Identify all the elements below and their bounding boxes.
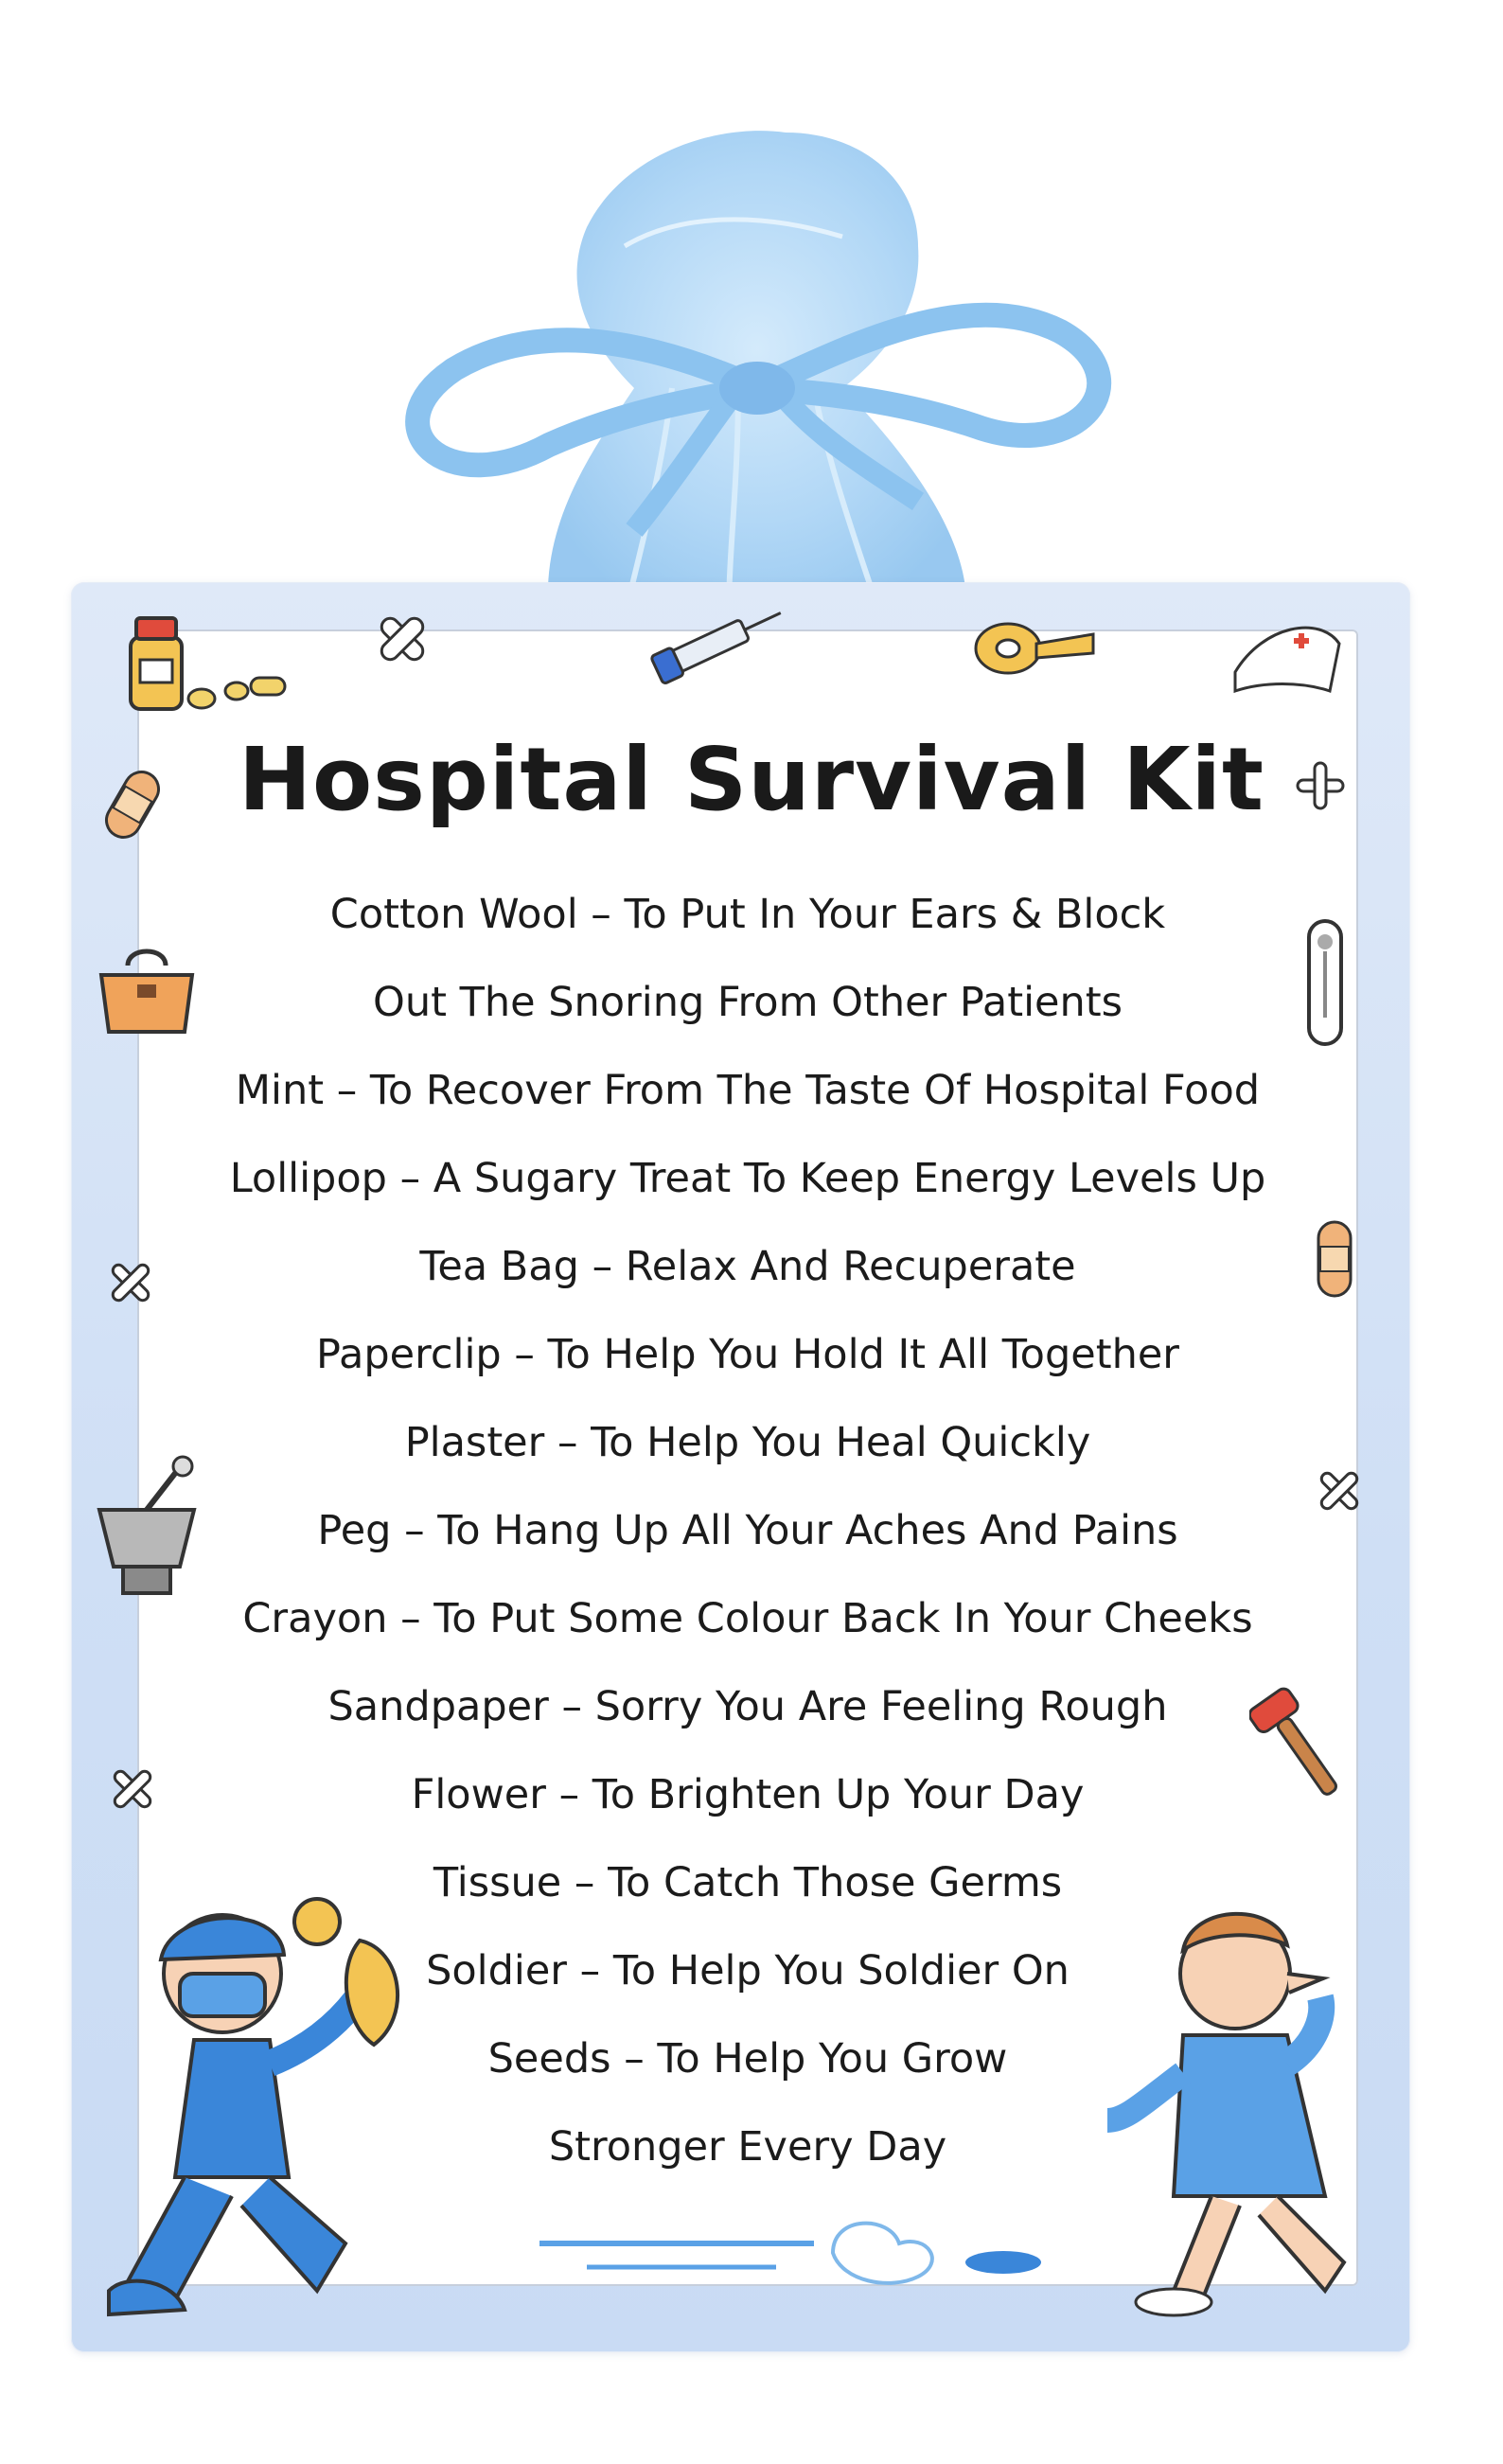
kit-item: Seeds – To Help You Grow <box>487 2035 1008 2083</box>
kit-item: Lollipop – A Sugary Treat To Keep Energy Levels Up <box>229 1155 1266 1202</box>
bandage-icon <box>104 1761 161 1817</box>
organza-bag-icon <box>312 104 1183 634</box>
kit-item-list <box>161 871 1335 2191</box>
kit-item: Tea Bag – Relax And Recuperate <box>419 1243 1076 1290</box>
pills-icon <box>185 663 289 719</box>
kit-item: Tissue – To Catch Those Germs <box>433 1859 1063 1906</box>
kit-item: Mint – To Recover From The Taste Of Hospital Food <box>235 1067 1261 1114</box>
bandage-icon <box>369 606 435 672</box>
kit-item: Out The Snoring From Other Patients <box>372 979 1123 1026</box>
kit-item: Stronger Every Day <box>548 2123 947 2171</box>
kit-item: Plaster – To Help You Heal Quickly <box>404 1419 1091 1466</box>
kit-item: Peg – To Hang Up All Your Aches And Pains <box>317 1507 1178 1554</box>
kit-item: Soldier – To Help You Soldier On <box>426 1947 1070 1994</box>
kit-item: Sandpaper – Sorry You Are Feeling Rough <box>327 1683 1168 1730</box>
card-title: Hospital Survival Kit <box>238 729 1265 830</box>
bandage-icon <box>102 1254 159 1311</box>
kit-item: Flower – To Brighten Up Your Day <box>411 1771 1085 1818</box>
kit-item: Cotton Wool – To Put In Your Ears & Block <box>329 891 1166 938</box>
syringe-icon <box>634 596 795 691</box>
tape-roll-icon <box>965 611 1098 686</box>
kit-item: Paperclip – To Help You Hold It All Together <box>316 1331 1179 1378</box>
speed-lines-icon <box>530 2177 1060 2291</box>
kit-item: Crayon – To Put Some Colour Back In Your Cheeks <box>242 1595 1253 1642</box>
nurse-cap-icon <box>1226 606 1349 700</box>
